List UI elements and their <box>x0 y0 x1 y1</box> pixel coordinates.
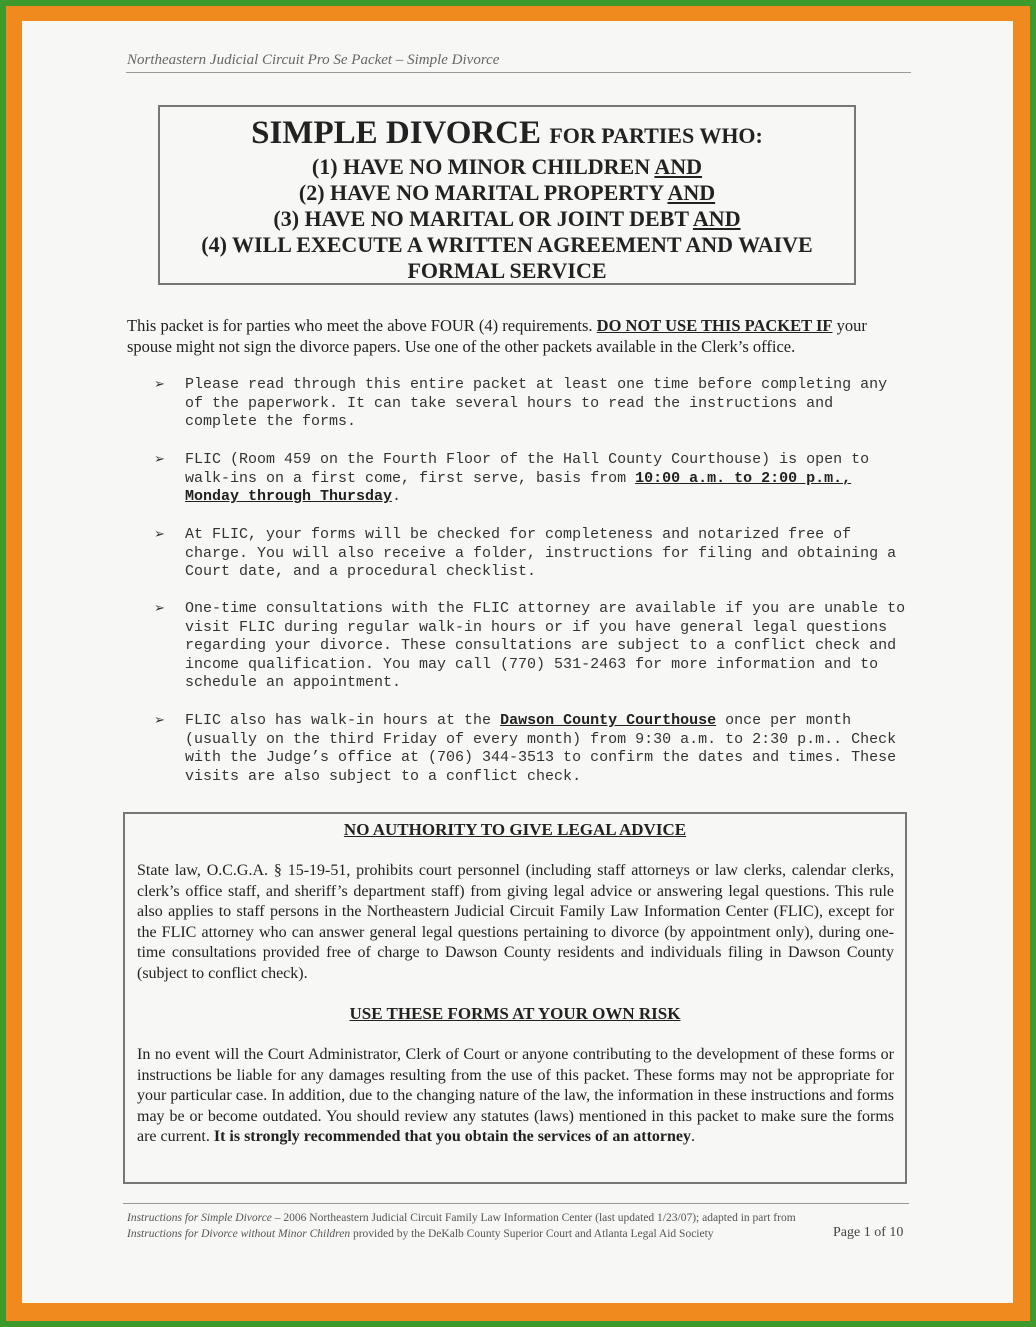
title-line-3 <box>160 206 854 232</box>
bullet-4-text: One-time consultations with the FLIC attorney are available if you are unable to visit FLIC during regular walk-in hours or if you have general legal questions regarding your divorce. These consultations are subject to a conflict check and income qualification. You may call (770) 531-2463 for more information and to schedule an appointment. <box>185 600 906 691</box>
no-authority-paragraph: State law, O.C.G.A. § 15-19-51, prohibits court personnel (including staff attorneys or law clerks, calendar clerks, clerk’s office staff, and sheriff’s department staff) from giving legal advice or answering legal questions. This rule also applies to staff persons in the Northeastern Judicial Circuit Family Law Information Center (FLIC), except for the FLIC attorney who can answer general legal questions pertaining to divorce (by appointment only), during one-time consultations provided free of charge to Dawson County residents and individuals filing in Dawson County (subject to conflict check). <box>137 862 894 982</box>
title-and-2: AND <box>667 180 716 205</box>
bullet-2-text-a: FLIC (Room 459 on the Fourth Floor of the Hall County Courthouse) is open to walk-ins on a first come, first serve, basis from <box>185 451 870 487</box>
title-and-1: AND <box>654 154 703 179</box>
footer-line-2 <box>127 1226 796 1242</box>
title-main-text: SIMPLE DIVORCE <box>251 115 542 151</box>
footer-line-2-title: Instructions for Divorce without Minor Children <box>127 1228 351 1240</box>
own-risk-heading: USE THESE FORMS AT YOUR OWN RISK <box>349 1004 681 1023</box>
footer-line-2-rest: provided by the DeKalb County Superior Court and Atlanta Legal Aid Society <box>350 1228 714 1240</box>
no-authority-heading: NO AUTHORITY TO GIVE LEGAL ADVICE <box>343 820 687 839</box>
intro-text-b: your spouse might not sign the divorce papers. Use one of the other packets available in the Clerk’s office. <box>127 316 867 356</box>
arrow-bullet-icon: ➢ <box>154 527 165 542</box>
footer-line-1-rest: – 2006 Northeastern Judicial Circuit Family Law Information Center (last updated 1/23/07); adapted in part from <box>271 1212 796 1224</box>
own-risk-paragraph <box>137 1045 894 1148</box>
bullet-item-4 <box>154 600 914 693</box>
bullet-2-end: . <box>392 488 402 505</box>
bullet-3-text: At FLIC, your forms will be checked for completeness and notarized free of charge. You will also receive a folder, instructions for filing and obtaining a Court date, and a procedural checklist. <box>185 526 897 580</box>
title-and-3: AND <box>692 206 741 231</box>
bullet-1-text: Please read through this entire packet at least one time before completing any of the paperwork. It can take several hours to read the instructions and complete the forms. <box>185 376 888 430</box>
legal-advice-box <box>123 812 907 1184</box>
footer-citation <box>127 1210 796 1242</box>
own-risk-recommendation: It is strongly recommended that you obtain the services of an attorney <box>213 1128 691 1145</box>
bullet-5-place: Dawson County Courthouse <box>500 712 717 729</box>
own-risk-end: . <box>691 1128 695 1145</box>
intro-paragraph <box>127 315 907 357</box>
title-line-4: (4) WILL EXECUTE A WRITTEN AGREEMENT AND WAIVE <box>201 232 813 257</box>
arrow-bullet-icon: ➢ <box>154 601 165 616</box>
intro-warning: DO NOT USE THIS PACKET IF <box>596 316 833 335</box>
title-line-1-text: (1) HAVE NO MINOR CHILDREN <box>311 154 651 179</box>
title-box <box>158 105 856 285</box>
footer-line-1 <box>127 1210 796 1226</box>
own-risk-text: In no event will the Court Administrator, Clerk of Court or anyone contributing to the development of these forms or instructions be liable for any damages resulting from the use of this packet. These forms may not be appropriate for your particular case. In addition, due to the changing nature of the law, the information in these instructions and forms may be or become outdated. You should review any statutes (laws) mentioned in this packet to make sure the forms are current. <box>137 1046 894 1145</box>
running-header: Northeastern Judicial Circuit Pro Se Packet – Simple Divorce <box>127 52 500 68</box>
document-page <box>22 21 1013 1303</box>
arrow-bullet-icon: ➢ <box>154 377 165 392</box>
title-main-suffix: FOR PARTIES WHO: <box>549 123 763 148</box>
intro-text-a: This packet is for parties who meet the above FOUR (4) requirements. <box>127 316 593 335</box>
bullet-item-3 <box>154 526 914 582</box>
header-rule <box>126 72 911 73</box>
bullet-5-text-b: once per month (usually on the third Friday of every month) from 9:30 a.m. to 2:30 p.m.. Check with the Judge’s office at (706) 344-3513 to confirm the dates and times. These visits are also subject to a conflict check. <box>185 712 897 785</box>
bullet-5-text-a: FLIC also has walk-in hours at the <box>185 712 492 729</box>
bullet-item-1 <box>154 376 914 432</box>
page-number: Page 1 of 10 <box>833 1225 904 1240</box>
bullet-item-2 <box>154 451 914 507</box>
footer-line-1-title: Instructions for Simple Divorce <box>127 1212 272 1224</box>
bullet-2-text <box>185 451 914 507</box>
bullet-item-5 <box>154 712 914 786</box>
footer-rule <box>123 1203 909 1204</box>
title-line-2 <box>160 180 854 206</box>
arrow-bullet-icon: ➢ <box>154 452 165 467</box>
title-main <box>160 115 854 154</box>
title-line-5: FORMAL SERVICE <box>407 258 607 283</box>
title-line-2-text: (2) HAVE NO MARITAL PROPERTY <box>298 180 664 205</box>
bullet-5-text <box>185 712 914 786</box>
arrow-bullet-icon: ➢ <box>154 713 165 728</box>
bullet-2-hours: 10:00 a.m. to 2:00 p.m., Monday through Thursday <box>185 469 852 505</box>
title-line-1 <box>160 154 854 180</box>
title-line-3-text: (3) HAVE NO MARITAL OR JOINT DEBT <box>273 206 689 231</box>
